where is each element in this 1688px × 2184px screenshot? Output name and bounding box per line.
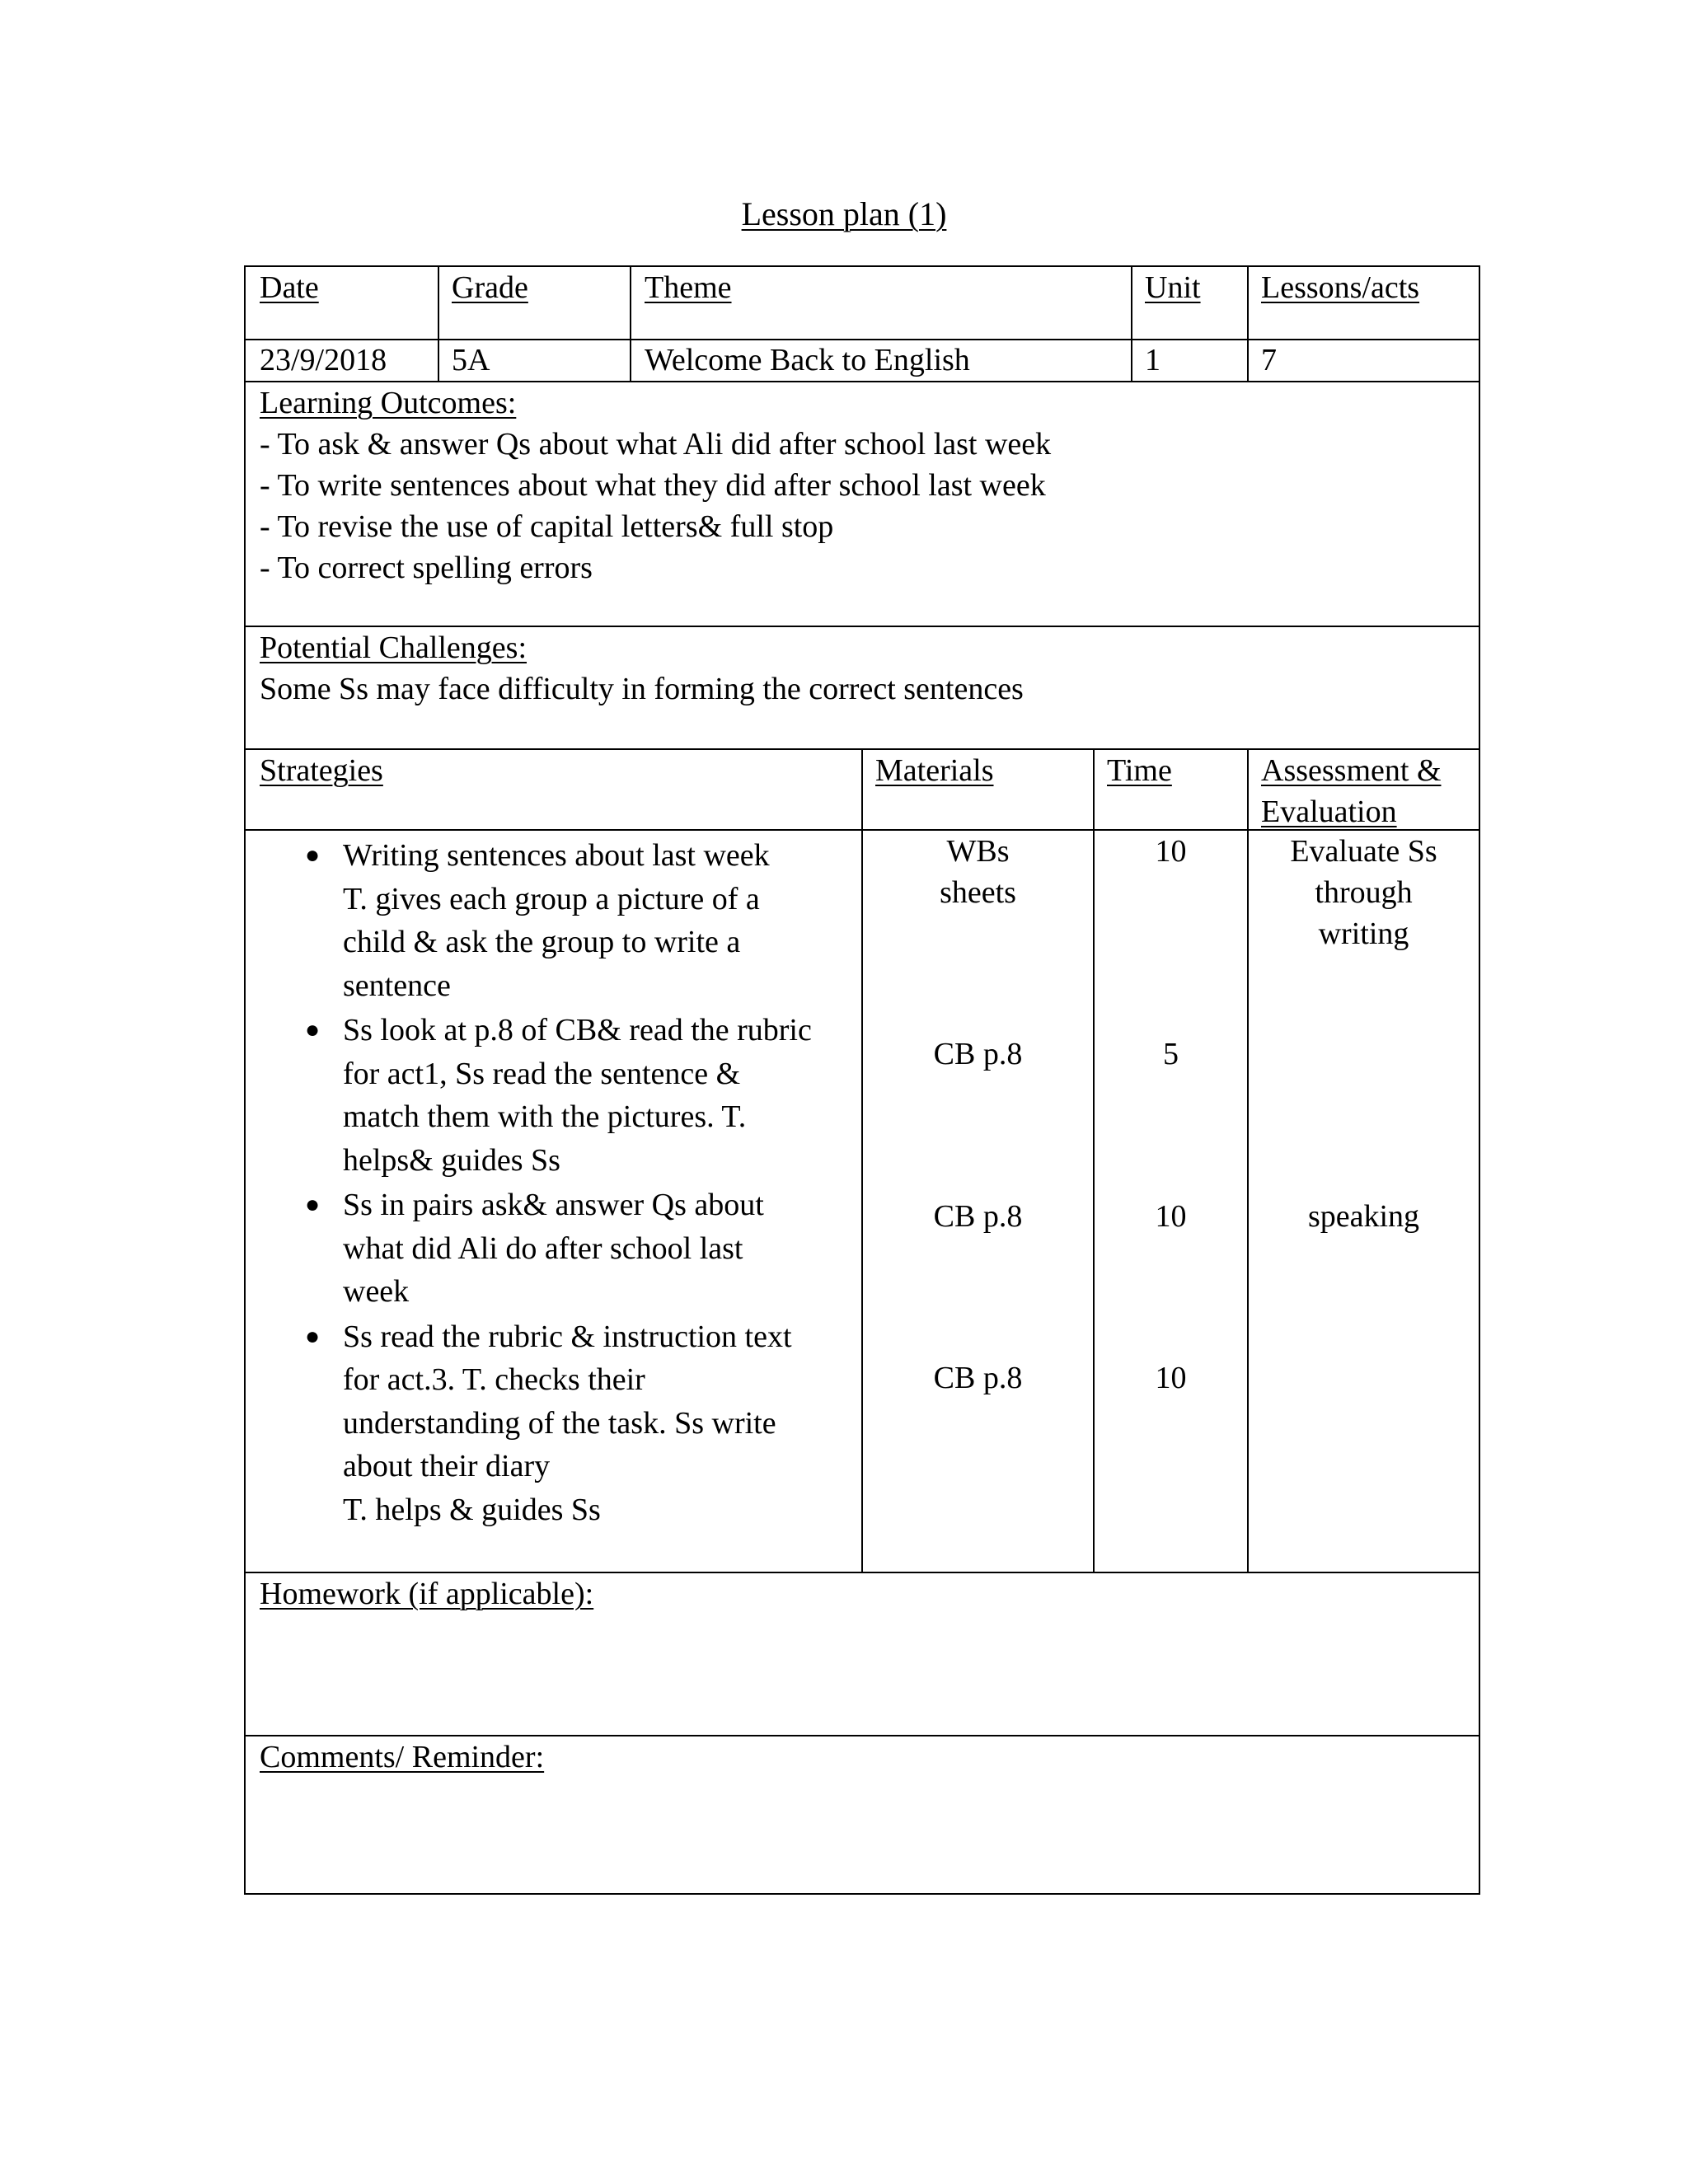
comments-section [260, 1736, 1463, 1778]
strategy-line: T. helps & guides Ss [343, 1492, 601, 1527]
strategy-line: Writing sentences about last week [343, 838, 770, 873]
strategy-item [305, 834, 832, 1007]
col-divider [438, 267, 439, 382]
header-lessons-label: Lessons/acts [1261, 270, 1420, 305]
assessment-text: writing [1318, 916, 1409, 951]
learning-outcome-item: - To write sentences about what they did after school last week [260, 468, 1046, 503]
materials-entry [863, 831, 1093, 913]
bullet-icon: ● [305, 1016, 321, 1043]
header-grade-value: 5A [452, 343, 490, 377]
time-text: 10 [1155, 1361, 1187, 1395]
challenges-label: Potential Challenges: [260, 630, 528, 665]
materials-text: CB p.8 [933, 1037, 1023, 1071]
lesson-plan-table [244, 265, 1480, 1895]
header-theme-label: Theme [645, 270, 732, 305]
strategy-line: for act1, Ss read the sentence & [343, 1056, 741, 1091]
time-entry [1095, 1196, 1247, 1237]
homework-section [260, 1573, 1463, 1615]
assessment-entry [1249, 1196, 1479, 1237]
strategy-line: understanding of the task. Ss write [343, 1405, 776, 1441]
bullet-icon: ● [305, 841, 321, 869]
header-unit-value: 1 [1145, 343, 1160, 377]
strategy-line: about their diary [343, 1449, 551, 1483]
strategies-header: Strategies [260, 753, 383, 788]
strategies-list [305, 834, 832, 1533]
learning-outcomes-label: Learning Outcomes: [260, 386, 517, 420]
assessment-header-line: Assessment & [1261, 753, 1442, 788]
header-theme-value: Welcome Back to English [645, 343, 970, 377]
bullet-icon: ● [305, 1191, 321, 1218]
strategy-line: child & ask the group to write a [343, 925, 741, 959]
strategy-line: helps& guides Ss [343, 1142, 560, 1178]
strategy-item [305, 1183, 832, 1314]
strategy-line: T. gives each group a picture of a [343, 881, 760, 916]
strategy-item [305, 1315, 832, 1532]
col-divider [630, 267, 631, 382]
materials-entry [863, 1196, 1093, 1237]
time-entry [1095, 1033, 1247, 1075]
time-header: Time [1107, 753, 1172, 788]
materials-entry [863, 1357, 1093, 1399]
header-unit-label: Unit [1145, 270, 1201, 305]
strategy-line: match them with the pictures. T. [343, 1099, 747, 1134]
materials-header: Materials [875, 753, 994, 788]
bullet-icon: ● [305, 1322, 321, 1350]
learning-outcome-item: - To correct spelling errors [260, 551, 593, 585]
col-divider [1247, 267, 1249, 382]
assessment-text: Evaluate Ss [1290, 834, 1437, 869]
header-date-value: 23/9/2018 [260, 343, 387, 377]
materials-text: CB p.8 [933, 1199, 1023, 1234]
learning-outcome-item: - To revise the use of capital letters& full stop [260, 509, 834, 544]
assessment-header-line: Evaluation [1261, 794, 1397, 829]
materials-entry [863, 1033, 1093, 1075]
strategy-line: Ss look at p.8 of CB& read the rubric [343, 1013, 812, 1047]
page-title [0, 194, 1688, 234]
learning-outcome-item: - To ask & answer Qs about what Ali did after school last week [260, 427, 1052, 462]
strategy-line: what did Ali do after school last [343, 1230, 743, 1266]
strategy-line: week [343, 1274, 410, 1309]
assessment-text: through [1315, 875, 1413, 910]
strategy-item [305, 1009, 832, 1182]
assessment-entry [1249, 831, 1479, 954]
time-text: 5 [1163, 1037, 1179, 1071]
homework-label: Homework (if applicable): [260, 1577, 594, 1611]
header-date-label: Date [260, 270, 319, 305]
time-entry [1095, 831, 1247, 872]
col-divider [1131, 267, 1132, 382]
header-lessons-value: 7 [1261, 343, 1277, 377]
assessment-text: speaking [1307, 1199, 1420, 1234]
time-text: 10 [1155, 834, 1187, 869]
strategy-line: Ss read the rubric & instruction text [343, 1319, 792, 1354]
strategy-line: for act.3. T. checks their [343, 1362, 645, 1397]
strategy-line: sentence [343, 968, 451, 1003]
challenges-text: Some Ss may face difficulty in forming the correct sentences [260, 672, 1024, 706]
page-title-text: Lesson plan (1) [741, 195, 947, 232]
strategies-cell [246, 831, 861, 1572]
col-divider [1093, 748, 1095, 1573]
materials-text: sheets [940, 875, 1016, 910]
time-text: 10 [1155, 1199, 1187, 1234]
materials-text: CB p.8 [933, 1361, 1023, 1395]
assessment-header [1261, 750, 1475, 832]
time-entry [1095, 1357, 1247, 1399]
comments-label: Comments/ Reminder: [260, 1740, 545, 1774]
strategy-line: Ss in pairs ask& answer Qs about [343, 1188, 764, 1222]
header-grade-label: Grade [452, 270, 528, 305]
learning-outcomes-section [260, 382, 1463, 588]
challenges-section [260, 627, 1463, 710]
materials-text: WBs [946, 834, 1010, 869]
